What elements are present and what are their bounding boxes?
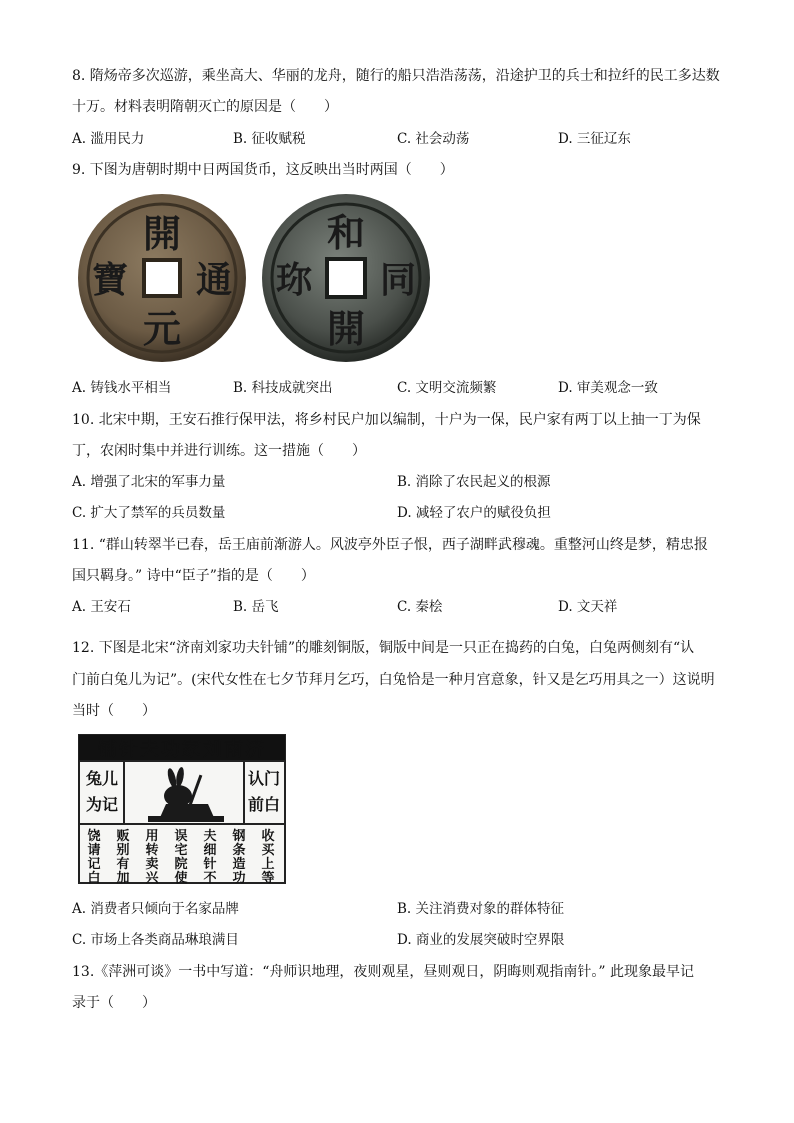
q10-stem-line2: 丁，农闲时集中并进行训练。这一措施（ ） [72,443,366,459]
plate-bottom-char: 宅 [174,843,188,858]
q8-stem-line1: 8. 隋炀帝多次巡游，乘坐高大、华丽的龙舟，随行的船只浩浩荡荡，沿途护卫的兵士和拉纤的民工多达数 [72,68,720,84]
q9-option-c[interactable]: C. 文明交流频繁 [397,380,497,396]
q12-option-a[interactable]: A. 消费者只倾向于名家品牌 [72,901,239,917]
q9-option-d[interactable]: D. 审美观念一致 [558,380,658,396]
q12-stem-line3: 当时（ ） [72,703,156,719]
plate-bottom-char: 贩 [116,829,130,844]
coin2-char-top: 和 [326,210,366,255]
q11-option-b[interactable]: B. 岳飞 [233,599,279,615]
plate-bottom-char: 请 [87,843,101,858]
q10-option-c[interactable]: C. 扩大了禁军的兵员数量 [72,505,226,521]
needle-shop-plate-image [78,734,286,884]
q12-stem-line1: 12. 下图是北宋“济南刘家功夫针铺”的雕刻铜版，铜版中间是一只正在捣药的白兔，白兔两侧刻有“认 [72,640,695,656]
plate-bottom-char: 夫 [203,829,217,844]
plate-bottom-char: 条 [232,843,246,858]
q10-stem-line1: 10. 北宋中期，王安石推行保甲法，将乡村民户加以编制，十户为一保，民户家有两丁以上抽一丁为保 [72,412,701,428]
q10-option-a[interactable]: A. 增强了北宋的军事力量 [72,474,226,490]
q10-option-d[interactable]: D. 减轻了农户的赋役负担 [397,505,551,521]
plate-bottom-char: 别 [116,843,130,858]
plate-left-line1: 兔儿 [85,769,119,788]
q8-option-a[interactable]: A. 滥用民力 [72,131,145,147]
coin1-char-right: 通 [195,259,233,301]
plate-bottom-char: 用 [145,829,159,844]
plate-bottom-char: 记 [87,857,101,872]
coin2-char-bottom: 開 [326,306,366,351]
plate-bottom-char: 针 [203,857,217,872]
plate-left-line2: 为记 [85,795,119,814]
plate-right-line1: 认门 [247,769,281,788]
plate-right-line2: 前白 [247,795,281,814]
plate-bottom-char: 兴 [145,871,159,884]
q12-option-b[interactable]: B. 关注消费对象的群体特征 [397,901,565,917]
coin2-char-right: 同 [379,259,417,301]
q10-option-b[interactable]: B. 消除了农民起义的根源 [397,474,551,490]
plate-bottom-char: 白 [87,871,101,884]
q9-option-b[interactable]: B. 科技成就突出 [233,380,333,396]
plate-bottom-char: 有 [116,857,130,872]
q13-stem-line2: 录于（ ） [72,995,156,1011]
q11-stem-line2: 国只羁身。” 诗中“臣子”指的是（ ） [72,568,315,584]
coin2-char-left: 珎 [275,259,313,301]
plate-bottom-char: 加 [116,871,130,884]
kaiyuan-coin-image [74,192,250,364]
plate-bottom-char: 卖 [145,857,159,872]
plate-bottom-char: 转 [145,843,159,858]
plate-bottom-char: 等 [261,871,275,884]
plate-bottom-char: 收 [261,829,275,844]
q11-option-c[interactable]: C. 秦桧 [397,599,443,615]
plate-bottom-char: 上 [261,857,275,872]
q8-option-c[interactable]: C. 社会动荡 [397,131,470,147]
plate-bottom-char: 买 [261,843,275,858]
q12-option-c[interactable]: C. 市场上各类商品琳琅满目 [72,932,239,948]
plate-bottom-char: 使 [174,871,188,884]
plate-bottom-char: 饶 [87,829,101,844]
q8-stem-line2: 十万。材料表明隋朝灭亡的原因是（ ） [72,99,338,115]
q11-option-d[interactable]: D. 文天祥 [558,599,618,615]
q8-option-d[interactable]: D. 三征辽东 [558,131,631,147]
plate-bottom-char: 细 [203,843,217,858]
q9-option-a[interactable]: A. 铸钱水平相当 [72,380,172,396]
q9-stem-line1: 9. 下图为唐朝时期中日两国货币，这反映出当时两国（ ） [72,162,454,178]
q11-stem-line1: 11. “群山转翠半已春，岳王庙前渐游人。风波亭外臣子恨，西子湖畔武穆魂。重整河山终是梦，精忠报 [72,537,708,553]
q12-option-d[interactable]: D. 商业的发展突破时空界限 [397,932,565,948]
q12-stem-line2: 门前白兔儿为记”。(宋代女性在七夕节拜月乞巧，白兔恰是一种月宫意象，针又是乞巧用具之一）这说明 [72,672,715,688]
q13-stem-line1: 13.《萍洲可谈》一书中写道：“舟师识地理，夜则观星，昼则观日，阴晦则观指南针。” 此现象最早记 [72,964,695,980]
coin1-char-top: 開 [142,211,182,256]
plate-bottom-char: 造 [232,857,246,872]
wadokaichin-coin-image [260,192,432,364]
coin1-char-left: 寶 [91,259,129,301]
plate-bottom-char: 院 [174,857,188,872]
q8-option-b[interactable]: B. 征收赋税 [233,131,306,147]
q11-option-a[interactable]: A. 王安石 [72,599,131,615]
plate-bottom-char: 功 [232,871,246,884]
plate-header: 铺针夫功家刘南济 [97,738,267,760]
coin1-char-bottom: 元 [142,306,182,351]
plate-bottom-char: 不 [203,871,217,884]
plate-bottom-char: 钢 [232,829,246,844]
plate-bottom-char: 误 [174,829,188,844]
